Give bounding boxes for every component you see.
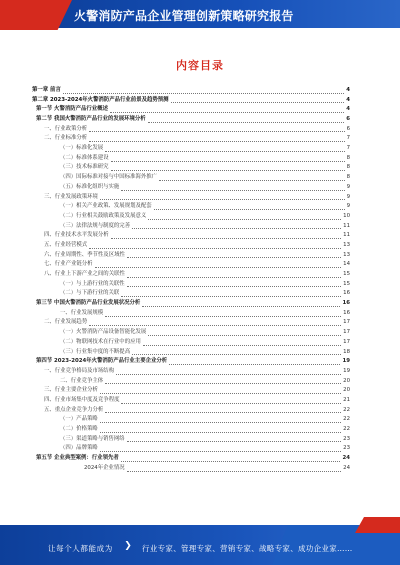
toc-dot-leader	[127, 471, 341, 472]
toc-entry-page: 4	[346, 86, 350, 93]
toc-entry-page: 14	[343, 261, 350, 268]
toc-entry[interactable]	[32, 280, 350, 290]
toc-entry-page: 22	[343, 426, 350, 433]
toc-entry-title: （一）相关产业政策、发展规划及配套	[60, 203, 152, 210]
toc-entry[interactable]	[32, 212, 350, 222]
toc-dot-leader	[142, 306, 340, 307]
toc-entry-page: 8	[346, 174, 350, 181]
toc-entry-title: （一）标准化发展	[60, 145, 104, 152]
footer-slogan: 让每个人都能成为	[48, 544, 113, 553]
toc-entry[interactable]	[32, 464, 350, 474]
toc-entry[interactable]	[32, 348, 350, 358]
toc-dot-leader	[89, 141, 344, 142]
toc-entry-title: 四、行业技术水平发展分析	[44, 232, 109, 239]
table-of-contents	[32, 86, 350, 474]
toc-dot-leader	[111, 161, 345, 162]
toc-entry-title: 三、行业发展政策环境	[44, 193, 98, 200]
toc-entry[interactable]	[32, 444, 350, 454]
toc-entry-page: 8	[346, 164, 350, 171]
toc-entry[interactable]	[32, 435, 350, 445]
toc-entry-title: （三）法律法规与制度的完善	[60, 222, 131, 229]
toc-entry-page: 10	[343, 212, 350, 219]
toc-dot-leader	[159, 180, 345, 181]
toc-dot-leader	[154, 209, 345, 210]
toc-entry-page: 23	[343, 445, 350, 452]
toc-entry[interactable]	[32, 144, 350, 154]
toc-entry-title: （二）与下游行业的关联	[60, 290, 120, 297]
toc-entry-title: （五）标准化组织与实施	[60, 183, 120, 190]
toc-dot-leader	[121, 461, 341, 462]
toc-entry-title: 第一节 火警消防产品行业概述	[36, 106, 108, 113]
toc-dot-leader	[116, 374, 341, 375]
toc-dot-leader	[132, 354, 341, 355]
toc-entry-page: 16	[343, 290, 350, 297]
toc-entry[interactable]	[32, 154, 350, 164]
toc-dot-leader	[121, 296, 341, 297]
toc-entry-title: （二）标准体系建设	[60, 154, 109, 161]
report-header	[0, 0, 400, 28]
toc-dot-leader	[148, 335, 341, 336]
toc-entry-page: 9	[346, 193, 350, 200]
toc-dot-leader	[105, 151, 344, 152]
toc-dot-leader	[121, 190, 344, 191]
toc-entry-page: 19	[343, 367, 350, 374]
toc-heading: 内容目录	[176, 59, 224, 72]
toc-dot-leader	[111, 170, 345, 171]
toc-entry[interactable]	[32, 367, 350, 377]
toc-entry-page: 16	[342, 300, 350, 307]
toc-entry[interactable]	[32, 105, 350, 115]
toc-dot-leader	[169, 364, 340, 365]
toc-entry[interactable]	[32, 415, 350, 425]
toc-entry[interactable]	[32, 183, 350, 193]
toc-entry[interactable]	[32, 222, 350, 232]
toc-dot-leader	[132, 228, 341, 229]
toc-dot-leader	[105, 383, 341, 384]
toc-entry-title: 第二章 2023-2024年火警消防产品行业前景及趋势预测	[32, 96, 169, 103]
toc-dot-leader	[89, 325, 341, 326]
toc-entry-title: （三）技术标准研究	[60, 164, 109, 171]
toc-entry-page: 6	[346, 125, 350, 132]
toc-dot-leader	[148, 219, 341, 220]
toc-entry-page: 13	[343, 251, 350, 258]
toc-entry[interactable]	[32, 164, 350, 174]
toc-entry[interactable]	[32, 270, 350, 280]
toc-entry[interactable]	[32, 231, 350, 241]
toc-dot-leader	[100, 393, 341, 394]
toc-dot-leader	[127, 257, 341, 258]
toc-entry[interactable]	[32, 202, 350, 212]
toc-entry[interactable]	[32, 241, 350, 251]
toc-dot-leader	[100, 432, 341, 433]
toc-entry-title: （二）行业相关鼓励政策及发展意义	[60, 212, 147, 219]
toc-entry-title: 三、行业主要企业分析	[44, 387, 98, 394]
toc-dot-leader	[95, 267, 342, 268]
toc-entry-page: 8	[346, 154, 350, 161]
toc-entry[interactable]	[32, 299, 350, 309]
toc-entry-title: 五、重点企业竞争力分析	[44, 406, 104, 413]
toc-entry-title: 第五节 企业典型案例：行业领先者	[36, 455, 119, 462]
toc-entry[interactable]	[32, 134, 350, 144]
toc-entry[interactable]	[32, 173, 350, 183]
toc-entry[interactable]	[32, 386, 350, 396]
toc-entry-title: 第四节 2023-2024年火警消防产品行业主要企业分析	[36, 358, 168, 365]
toc-entry-page: 15	[343, 271, 350, 278]
toc-dot-leader	[148, 122, 345, 123]
toc-entry[interactable]	[32, 454, 350, 464]
toc-dot-leader	[105, 412, 341, 413]
toc-entry-page: 6	[346, 116, 350, 123]
toc-entry-page: 21	[343, 396, 350, 403]
toc-entry-title: （一）火警消防产品设备智能化发展	[60, 329, 147, 336]
toc-entry-title: 七、行业产业链分析	[44, 261, 93, 268]
toc-entry-title: （三）行业集中度的不断提高	[60, 348, 131, 355]
toc-entry[interactable]	[32, 96, 350, 106]
toc-entry[interactable]	[32, 328, 350, 338]
toc-entry-page: 7	[346, 135, 350, 142]
toc-entry-page: 23	[343, 435, 350, 442]
toc-entry-title: 二、行业标准分析	[44, 135, 88, 142]
toc-entry-title: 第三节 中国火警消防产品行业发展状况分析	[36, 300, 141, 307]
toc-dot-leader	[89, 131, 344, 132]
toc-entry-title: 一、行业发展规模	[60, 309, 104, 316]
toc-entry-title: 二、行业竞争主体	[60, 377, 104, 384]
toc-entry-page: 11	[343, 232, 350, 239]
toc-entry-page: 24	[343, 464, 350, 471]
toc-entry[interactable]	[32, 406, 350, 416]
toc-entry-page: 15	[343, 280, 350, 287]
toc-dot-leader	[89, 248, 341, 249]
toc-entry-page: 24	[342, 455, 350, 462]
toc-entry[interactable]	[32, 289, 350, 299]
toc-entry-page: 4	[346, 106, 350, 113]
toc-dot-leader	[127, 277, 341, 278]
toc-entry-title: 一、行业政策分析	[44, 125, 88, 132]
toc-entry-title: 二、行业发展趋势	[44, 319, 88, 326]
toc-dot-leader	[100, 199, 345, 200]
toc-entry-page: 19	[342, 358, 350, 365]
toc-entry-title: （四）国际标准对接与中国标准海外推广	[60, 174, 158, 181]
toc-dot-leader	[110, 112, 344, 113]
toc-entry-page: 22	[343, 406, 350, 413]
toc-entry[interactable]	[32, 396, 350, 406]
toc-dot-leader	[111, 238, 341, 239]
toc-entry-page: 20	[343, 377, 350, 384]
toc-entry-page: 22	[343, 416, 350, 423]
toc-dot-leader	[100, 451, 341, 452]
toc-entry[interactable]	[32, 425, 350, 435]
report-title: 火警消防产品企业管理创新策略研究报告	[74, 9, 294, 23]
toc-dot-leader	[127, 441, 341, 442]
toc-entry-title: （四）品牌策略	[60, 445, 98, 452]
toc-entry[interactable]	[32, 338, 350, 348]
toc-entry[interactable]	[32, 115, 350, 125]
toc-entry[interactable]	[32, 357, 350, 367]
toc-entry-title: 六、行业周期性、季节性及区域性	[44, 251, 125, 258]
toc-entry-page: 9	[346, 203, 350, 210]
toc-entry[interactable]	[32, 260, 350, 270]
toc-entry-page: 9	[346, 183, 350, 190]
toc-entry-page: 17	[343, 329, 350, 336]
toc-entry-page: 18	[343, 348, 350, 355]
toc-entry-page: 16	[343, 309, 350, 316]
toc-entry[interactable]	[32, 125, 350, 135]
toc-entry[interactable]	[32, 319, 350, 329]
toc-entry-page: 7	[346, 145, 350, 152]
toc-entry[interactable]	[32, 377, 350, 387]
toc-dot-leader	[63, 93, 344, 94]
toc-entry[interactable]	[32, 309, 350, 319]
footer-roles: 行业专家、管理专家、营销专家、战略专家、成功企业家……	[142, 544, 353, 553]
toc-entry-page: 4	[346, 96, 350, 103]
toc-entry-title: 一、行业竞争格局及市场结构	[44, 367, 115, 374]
toc-entry-title: （二）物联网技术在行业中的应用	[60, 338, 141, 345]
chevron-right-icon: ❯	[124, 541, 132, 551]
toc-dot-leader	[100, 422, 341, 423]
toc-entry-page: 17	[343, 338, 350, 345]
toc-dot-leader	[143, 345, 341, 346]
toc-entry-page: 17	[343, 319, 350, 326]
toc-entry-title: 四、行业市场集中度及竞争程度	[44, 396, 120, 403]
toc-entry-page: 13	[343, 241, 350, 248]
toc-dot-leader	[127, 286, 341, 287]
toc-dot-leader	[105, 316, 341, 317]
toc-entry-title: （三）渠道策略与销售网络	[60, 435, 125, 442]
toc-entry-title: 五、行业经营模式	[44, 241, 88, 248]
toc-entry-title: 2024年企业情况	[84, 464, 125, 471]
toc-entry-title: （二）价格策略	[60, 426, 98, 433]
toc-entry-title: 第一章 前言	[32, 86, 61, 93]
footer-red-accent	[355, 517, 400, 533]
toc-entry-page: 20	[343, 387, 350, 394]
toc-dot-leader	[121, 403, 341, 404]
report-footer	[0, 517, 400, 565]
toc-entry[interactable]	[32, 251, 350, 261]
toc-dot-leader	[171, 102, 345, 103]
toc-entry[interactable]	[32, 193, 350, 203]
toc-entry-title: 第二节 我国火警消防产品行业的发展环境分析	[36, 116, 146, 123]
toc-entry-page: 11	[343, 222, 350, 229]
toc-entry-title: （一）与上游行业的关联性	[60, 280, 125, 287]
toc-entry-title: 八、行业上下游产业之间的关联性	[44, 271, 125, 278]
toc-entry[interactable]	[32, 86, 350, 96]
toc-entry-title: （一）产品策略	[60, 416, 98, 423]
